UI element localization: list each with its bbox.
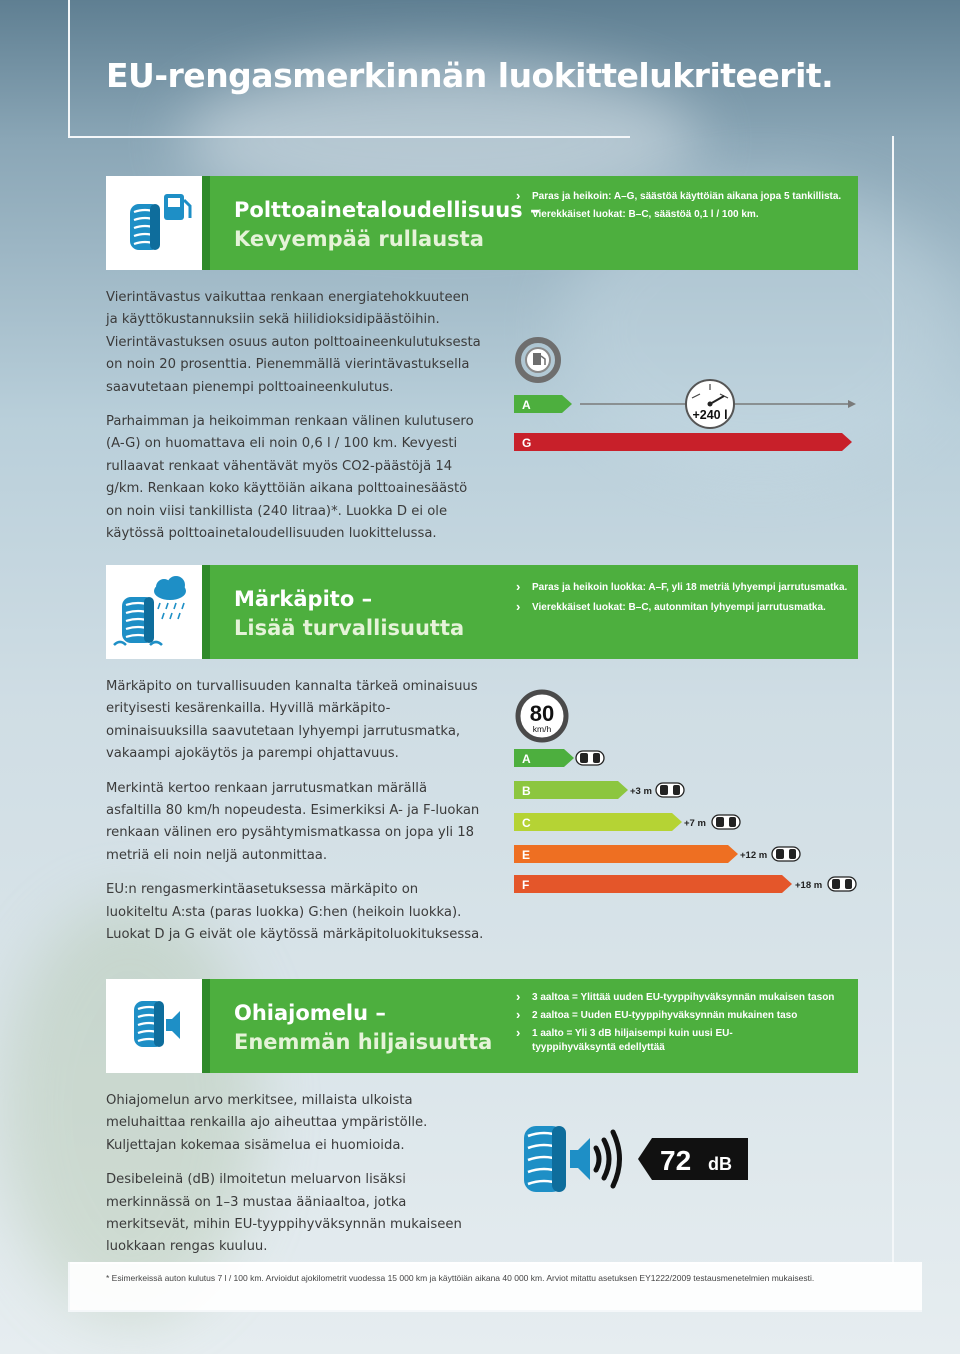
band-divider: [202, 176, 210, 270]
wet-grip-bullets: [516, 581, 856, 619]
class-g-bar: [514, 433, 852, 451]
braking-row-a: [514, 749, 604, 767]
wet-grip-subtitle: Lisää turvallisuutta: [234, 616, 465, 640]
fuel-efficiency-icon-box: [106, 176, 202, 270]
wet-grip-title: Märkäpito –: [234, 587, 373, 611]
class-label: B: [522, 784, 531, 798]
noise-band: [106, 979, 858, 1073]
wet-grip-heading: [234, 585, 464, 643]
paragraph: Vierintävastus vaikuttaa renkaan energiatehokkuuteen ja käyttökustannuksiin sekä hiilidioksidipäästöihin. Vierintävastuksen osuus auton polttoaineenkulutuksesta on noin 20 prosenttia. Pienemmällä vierintävastuksella saavutetaan pienempi polttoaineenkulutus.: [106, 290, 481, 395]
car-icon: [772, 847, 800, 861]
paragraph: Merkintä kertoo renkaan jarrutusmatkan märällä asfaltilla 80 km/h nopeudesta. Esimerkiksi A- ja F-luokan renkaan välinen ero pysähtymismatkassa on jopa yli 18 metriä eli noin neljä autonmittaa.: [106, 780, 480, 863]
wet-grip-text: [106, 676, 484, 958]
fuel-efficiency-band: [106, 176, 858, 270]
arrow-head: [848, 400, 856, 408]
extra-distance: +3 m: [630, 786, 652, 797]
band-divider: [202, 565, 210, 659]
noise-icon-box: [106, 979, 202, 1073]
class-label: E: [522, 848, 531, 862]
tire-speaker-icon: [106, 979, 202, 1073]
wet-grip-graphic: [514, 686, 860, 896]
tire-fuel-pump-icon: [106, 176, 202, 270]
class-label: F: [522, 878, 530, 892]
noise-title: Ohiajomelu –: [234, 1001, 386, 1025]
noise-unit: dB: [708, 1154, 732, 1174]
car-icon: [576, 751, 604, 765]
bullet-item: › 2 aaltoa = Uuden EU-tyyppihyväksynnän mukainen taso: [516, 1009, 856, 1023]
class-a-label: A: [522, 398, 531, 412]
paragraph: EU:n rengasmerkintäasetuksessa märkäpito on luokiteltu A:sta (paras luokka) G:hen (heikoin luokka). Luokat D ja G eivät ole käytössä märkäpitoluokituksessa.: [106, 882, 484, 943]
braking-row-c: [514, 813, 740, 831]
tire-icon: [524, 1126, 566, 1192]
paragraph: Ohiajomelun arvo merkitsee, millaista ulkoista meluhaittaa renkailla ajo aiheuttaa ympäristölle. Kuljettajan kokemaa sisämelua ei huomioida.: [106, 1093, 428, 1153]
braking-row-e: [514, 845, 800, 863]
tire-fuel-icon: [518, 340, 558, 380]
fuel-efficiency-text: [106, 287, 484, 557]
bullet-item: › Paras ja heikoin: A–G, säästöä käyttöiän aikana jopa 5 tankillista.: [516, 190, 856, 204]
fuel-efficiency-subtitle: Kevyempää rullausta: [234, 227, 484, 251]
fuel-class-graphic: [514, 330, 860, 460]
bullet-item: › 1 aalto = Yli 3 dB hiljaisempi kuin uusi EU-tyyppihyväksyntä edellyttää: [516, 1027, 772, 1055]
class-c-bar: [514, 813, 682, 831]
braking-row-b: [514, 781, 684, 799]
paragraph: Desibeleinä (dB) ilmoitetun meluarvon lisäksi merkinnässä on 1–3 mustaa ääniaaltoa, jotka merkitsevät, mihin EU-tyyppihyväksynnän mukaiseen luokkaan rengas kuuluu.: [106, 1172, 462, 1255]
gauge-value: +240 l: [692, 408, 728, 422]
car-icon: [656, 783, 684, 797]
class-e-bar: [514, 845, 738, 863]
noise-text: [106, 1090, 484, 1271]
tire-rain-cloud-icon: [106, 565, 202, 659]
wet-grip-icon-box: [106, 565, 202, 659]
bullet-item: › Vierekkäiset luokat: B–C, säästöä 0,1 l / 100 km.: [516, 208, 856, 222]
band-divider: [202, 979, 210, 1073]
car-icon: [712, 815, 740, 829]
footnote-frame: [68, 1262, 922, 1312]
noise-heading: [234, 999, 492, 1057]
bullet-item: › Paras ja heikoin luokka: A–F, yli 18 metriä lyhyempi jarrutusmatka.: [516, 581, 856, 595]
extra-distance: +7 m: [684, 818, 706, 829]
class-g-label: G: [522, 436, 532, 450]
car-icon: [828, 877, 856, 891]
noise-value: 72: [660, 1145, 692, 1176]
fuel-efficiency-bullets: [516, 190, 856, 226]
class-label: A: [522, 752, 531, 766]
paragraph: Parhaimman ja heikoimman renkaan välinen kulutusero (A-G) on huomattava eli noin 0,6 l / 100 km. Kevyesti rullaavat renkaat vähentävät myös CO2-päästöjä 14 g/km. Renkaan koko käyttöiän aikana polttoainesäästö on noin viisi tankillista (240 litraa)*. Luokka D ei ole käytössä polttoainetaloudellisuuden luokittelussa.: [106, 414, 474, 542]
speed-unit: km/h: [532, 724, 552, 734]
braking-row-f: [514, 875, 856, 893]
extra-distance: +12 m: [740, 850, 768, 861]
page-title: EU-rengasmerkinnän luokittelukriteerit.: [106, 56, 834, 95]
extra-distance: +18 m: [795, 880, 823, 891]
class-label: C: [522, 816, 531, 830]
fuel-efficiency-heading: [234, 196, 540, 254]
noise-bullets: [516, 991, 856, 1059]
speaker-icon: [570, 1138, 590, 1180]
noise-subtitle: Enemmän hiljaisuutta: [234, 1030, 493, 1054]
fuel-efficiency-title: Polttoainetaloudellisuus –: [234, 198, 541, 222]
footnote: * Esimerkeissä auton kulutus 7 l / 100 km. Arvioidut ajokilometrit vuodessa 15 000 km ja käyttöiän aikana 40 000 km. Arviot mitattu asetuksen EY1222/2009 testausmenetelmien mukaisesti.: [106, 1273, 815, 1283]
bullet-item: › 3 aaltoa = Ylittää uuden EU-tyyppihyväksynnän mukaisen tason: [516, 991, 856, 1005]
class-f-bar: [514, 875, 792, 893]
sound-wave-icon: [596, 1132, 620, 1186]
wet-grip-band: [106, 565, 858, 659]
speed-value: 80: [529, 701, 555, 726]
bullet-item: › Vierekkäiset luokat: B–C, autonmitan lyhyempi jarrutusmatka.: [516, 601, 856, 615]
noise-graphic: [520, 1118, 760, 1202]
class-b-bar: [514, 781, 628, 799]
paragraph: Märkäpito on turvallisuuden kannalta tärkeä ominaisuus erityisesti kesärenkailla. Hyvillä märkäpito-ominaisuuksilla saavutetaan lyhyempi jarrutusmatka, vakaampi ajokäytös ja parempi ohjattavuus.: [106, 679, 478, 762]
